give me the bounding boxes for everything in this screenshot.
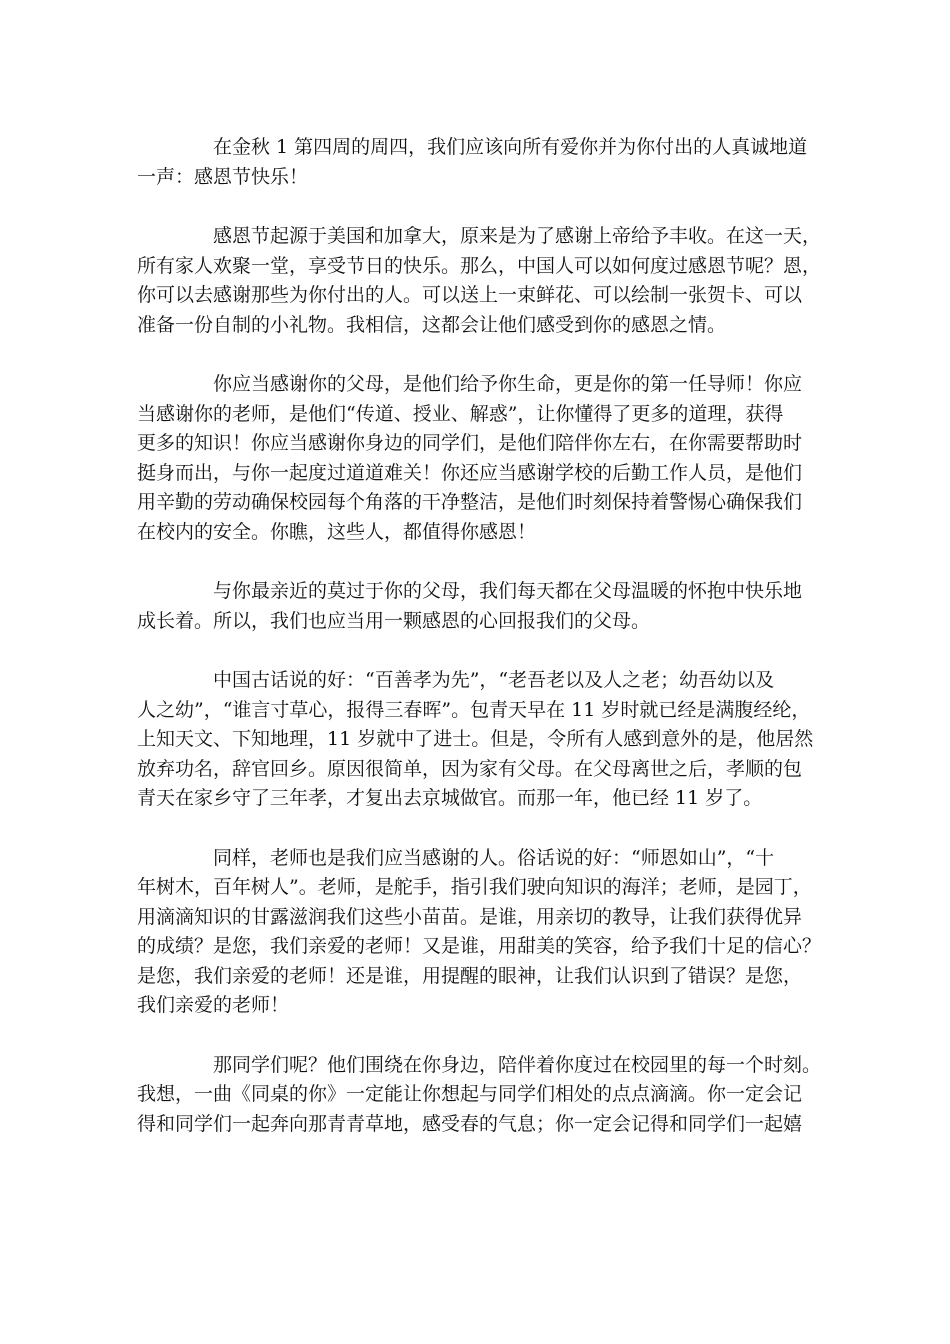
text-line: 在校内的安全。你瞧，这些人，都值得你感恩！	[137, 520, 537, 543]
text-line: 我们亲爱的老师！	[137, 994, 290, 1016]
paragraph-4	[137, 577, 827, 636]
text-line: 人之幼”，“谁言寸草心，报得三春晖”。包青天早在 11 岁时就已经是满腹经纶，	[137, 698, 811, 721]
text-line: 的成绩？是您，我们亲爱的老师！又是谁，用甜美的笑容，给予我们十足的信心？	[137, 935, 822, 957]
text-line: 那同学们呢？他们围绕在你身边，陪伴着你度过在校园里的每一个时刻。	[213, 1053, 822, 1076]
paragraph-3	[137, 370, 827, 547]
text-line: 同样，老师也是我们应当感谢的人。俗话说的好：“师恩如山”，“十	[213, 846, 775, 869]
text-line: 与你最亲近的莫过于你的父母，我们每天都在父母温暖的怀抱中快乐地	[213, 580, 803, 602]
text-line: 在金秋 1 第四周的周四，我们应该向所有爱你并为你付出的人真诚地道	[213, 136, 808, 158]
text-line: 所有家人欢聚一堂，享受节日的快乐。那么，中国人可以如何度过感恩节呢？恩，	[137, 254, 822, 277]
text-line: 我想，一曲《同桌的你》一定能让你想起与同学们相处的点点滴滴。你一定会记	[137, 1083, 803, 1105]
paragraph-1	[137, 133, 827, 192]
text-line: 得和同学们一起奔向那青青草地，感受春的气息；你一定会记得和同学们一起嬉	[137, 1112, 803, 1135]
text-line: 更多的知识！你应当感谢你身边的同学们，是他们陪伴你左右，在你需要帮助时	[137, 432, 803, 454]
paragraph-7	[137, 1051, 827, 1140]
text-line: 一声：感恩节快乐！	[137, 165, 309, 188]
paragraph-6	[137, 844, 827, 1021]
paragraph-5	[137, 666, 827, 814]
text-line: 年树木，百年树人”。老师，是舵手，指引我们驶向知识的海洋；老师，是园丁，	[137, 876, 812, 898]
text-line: 成长着。所以，我们也应当用一颗感恩的心回报我们的父母。	[137, 609, 651, 632]
text-line: 挺身而出，与你一起度过道道难关！你还应当感谢学校的后勤工作人员，是他们	[137, 461, 803, 484]
text-line: 你可以去感谢那些为你付出的人。可以送上一束鲜花、可以绘制一张贺卡、可以	[137, 284, 803, 306]
paragraph-2	[137, 222, 827, 340]
text-line: 放弃功名，辞官回乡。原因很简单，因为家有父母。在父母离世之后，孝顺的包	[137, 757, 803, 780]
text-line: 上知天文、下知地理，11 岁就中了进士。但是，令所有人感到意外的是，他居然	[137, 728, 814, 750]
text-line: 用辛勤的劳动确保校园每个角落的干净整洁，是他们时刻保持着警惕心确保我们	[137, 491, 803, 513]
text-line: 青天在家乡守了三年孝，才复出去京城做官。而那一年，他已经 11 岁了。	[137, 787, 763, 809]
text-line: 你应当感谢你的父母，是他们给予你生命，更是你的第一任导师！你应	[213, 373, 803, 395]
text-line: 用滴滴知识的甘露滋润我们这些小苗苗。是谁，用亲切的教导，让我们获得优异	[137, 905, 803, 928]
text-line: 准备一份自制的小礼物。我相信，这都会让他们感受到你的感恩之情。	[137, 313, 727, 336]
text-line: 中国古话说的好：“百善孝为先”，“老吾老以及人之老；幼吾幼以及	[213, 669, 775, 691]
text-line: 感恩节起源于美国和加拿大，原来是为了感谢上帝给予丰收。在这一天，	[213, 225, 822, 247]
text-line: 是您，我们亲爱的老师！还是谁，用提醒的眼神，让我们认识到了错误？是您，	[137, 964, 803, 987]
document-page	[137, 133, 827, 1169]
text-line: 当感谢你的老师，是他们“传道、授业、解惑”，让你懂得了更多的道理，获得	[137, 402, 784, 425]
